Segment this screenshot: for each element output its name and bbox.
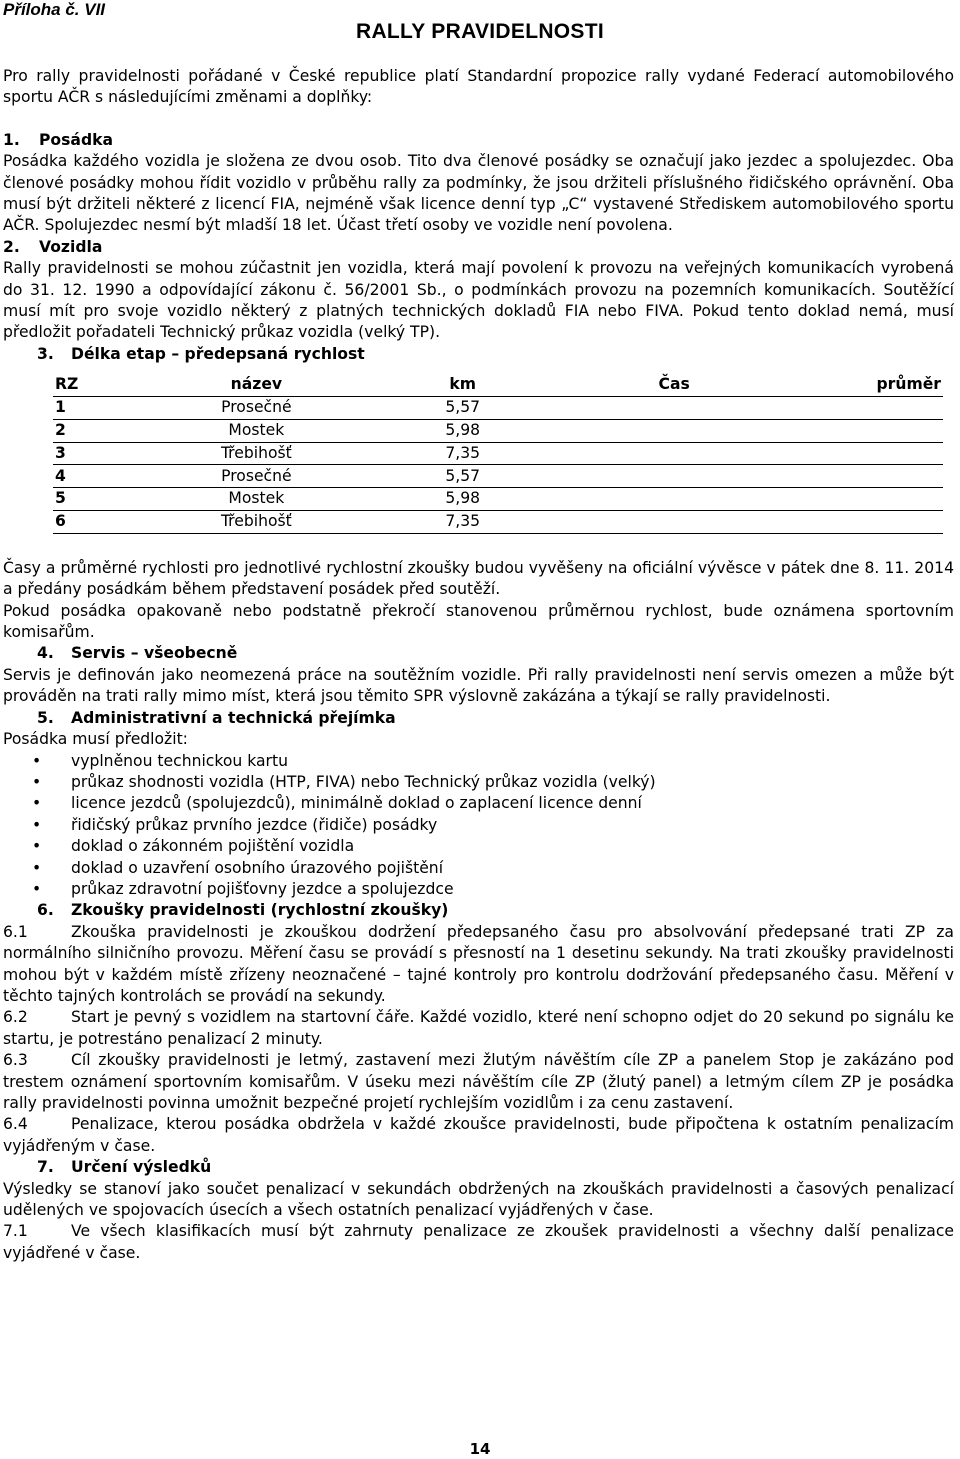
cell-time xyxy=(579,465,770,488)
section-4-number: 4. xyxy=(37,644,54,663)
section-1-number: 1. xyxy=(3,130,20,149)
section-1-title: Posádka xyxy=(39,130,114,149)
section-6-heading xyxy=(3,900,954,921)
section-1-text: Posádka každého vozidla je složena ze dvou osob. Tito dva členové posádky se označují jako jezdec a spolujezdec. Oba členové posádky mohou řídit vozidlo v průběhu rally za podmínky, že jsou držiteli příslušného řidičského oprávnění. Oba musí být držiteli některé z licencí FIA, nejméně však licence denní typ „C“ vystavené Střediskem automobilového sportu AČR. Spolujezdec nesmí být mladší 18 let. Účast třetí osoby ve vozidle není povolena. xyxy=(3,152,954,235)
section-1-heading xyxy=(3,130,954,151)
table-row xyxy=(53,465,943,488)
cell-km: 5,98 xyxy=(347,419,579,442)
page-title: RALLY PRAVIDELNOSTI xyxy=(355,20,604,43)
cell-name: Třebihošť xyxy=(166,442,347,465)
subsection-6-4 xyxy=(3,1114,954,1157)
list-item: • doklad o uzavření osobního úrazového pojištění xyxy=(3,858,954,879)
cell-time xyxy=(579,397,770,420)
penalty-notice-paragraph: Pokud posádka opakovaně nebo podstatně překročí stanovenou průměrnou rychlost, bude oznámena sportovním komisařům. xyxy=(3,601,954,642)
cell-rz: 2 xyxy=(53,419,166,442)
section-5-title: Administrativní a technická přejímka xyxy=(71,708,396,727)
cell-rz: 1 xyxy=(53,397,166,420)
section-5-heading xyxy=(3,708,954,729)
stage-table xyxy=(53,374,943,534)
list-item: • vyplněnou technickou kartu xyxy=(3,751,954,772)
col-header-name: název xyxy=(166,374,347,396)
subsection-text: Penalizace, kterou posádka obdržela v každé zkoušce pravidelnosti, bude připočtena k ostatním penalizacím vyjádřeným v čase. xyxy=(3,1115,954,1155)
subsection-number: 6.2 xyxy=(3,1008,28,1027)
section-7-number: 7. xyxy=(37,1158,54,1177)
cell-km: 7,35 xyxy=(347,442,579,465)
subsection-number: 6.3 xyxy=(3,1051,28,1070)
section-2-title: Vozidla xyxy=(39,237,103,256)
annex-label: Příloha č. VII xyxy=(3,0,106,19)
table-row xyxy=(53,511,943,534)
cell-time xyxy=(579,419,770,442)
table-row xyxy=(53,419,943,442)
section-3-title: Délka etap – předepsaná rychlost xyxy=(71,344,365,363)
list-item: • doklad o zákonném pojištění vozidla xyxy=(3,836,954,857)
section-7-title: Určení výsledků xyxy=(71,1158,212,1177)
subsection-number: 6.4 xyxy=(3,1115,28,1134)
cell-average xyxy=(770,511,943,534)
section-5-lead: Posádka musí předložit: xyxy=(3,730,188,749)
subsection-6-1 xyxy=(3,922,954,1008)
subsection-number: 6.1 xyxy=(3,922,28,941)
subsection-7-1 xyxy=(3,1221,954,1264)
cell-name: Prosečné xyxy=(166,465,347,488)
stage-table-header-row xyxy=(53,374,943,396)
cell-km: 7,35 xyxy=(347,511,579,534)
cell-average xyxy=(770,465,943,488)
cell-rz: 3 xyxy=(53,442,166,465)
section-6-number: 6. xyxy=(37,901,54,920)
col-header-km: km xyxy=(347,374,579,396)
cell-rz: 4 xyxy=(53,465,166,488)
cell-average xyxy=(770,488,943,511)
subsection-text: Start je pevný s vozidlem na startovní čáře. Každé vozidlo, které není schopno odjet do 20 sekund po signálu ke startu, je potrestáno penalizací 2 minuty. xyxy=(3,1008,954,1048)
cell-km: 5,98 xyxy=(347,488,579,511)
section-4-title: Servis – všeobecně xyxy=(71,644,238,663)
section-3-heading xyxy=(3,344,954,365)
subsection-text: Cíl zkoušky pravidelnosti je letmý, zastavení mezi žlutým návěštím cíle ZP a panelem Stop je zakázáno pod trestem oznámení sportovním komisařům. V úseku mezi návěštím cíle ZP (žlutý panel) a letmým cílem ZP je posádka rally pravidelnosti povinna umožnit bezpečné projetí rychlejším vozidlům i za cenu zastavení. xyxy=(3,1051,954,1113)
cell-average xyxy=(770,419,943,442)
col-header-average: průměr xyxy=(770,374,943,396)
cell-rz: 6 xyxy=(53,511,166,534)
section-2-heading xyxy=(3,237,954,258)
section-2-number: 2. xyxy=(3,237,20,256)
section-5-number: 5. xyxy=(37,708,54,727)
table-row xyxy=(53,488,943,511)
cell-time xyxy=(579,442,770,465)
cell-average xyxy=(770,442,943,465)
cell-time xyxy=(579,511,770,534)
section-2-text: Rally pravidelnosti se mohou zúčastnit jen vozidla, která mají povolení k provozu na veřejných komunikacích vyrobená do 31. 12. 1990 a odpovídající zákonu č. 56/2001 Sb., o podmínkách provozu na pozemních komunikacích. Soutěžící musí mít pro svoje vozidlo některý z platných technických dokladů FIA nebo FIVA. Pokud tento doklad nemá, musí předložit pořadateli Technický průkaz vozidla (velký TP). xyxy=(3,259,954,342)
table-row xyxy=(53,397,943,420)
document-body xyxy=(3,66,954,1264)
section-4-heading xyxy=(3,643,954,664)
col-header-rz: RZ xyxy=(53,374,166,396)
cell-km: 5,57 xyxy=(347,397,579,420)
cell-name: Mostek xyxy=(166,488,347,511)
list-item: • licence jezdců (spolujezdců), minimálně doklad o zaplacení licence denní xyxy=(3,793,954,814)
schedule-paragraph: Časy a průměrné rychlosti pro jednotlivé rychlostní zkoušky budou vyvěšeny na oficiální vývěsce v pátek dne 8. 11. 2014 a předány posádkám během představení posádek před soutěží. xyxy=(3,558,954,599)
subsection-number: 7.1 xyxy=(3,1222,28,1241)
subsection-text: Zkouška pravidelnosti je zkouškou dodržení předepsaného času pro absolvování předepsané trati ZP za normálního silničního provozu. Měření času se provádí s přesností na 1 desetinu sekundy. Na trati zkoušky pravidelnosti mohou být v každém místě zřízeny neoznačené – tajné kontroly pro kontrolu dodržování předepsaného času. Měření v těchto tajných kontrolách se provádí na sekundy. xyxy=(3,922,954,1005)
documents-list xyxy=(3,751,954,901)
subsection-text: Ve všech klasifikacích musí být zahrnuty penalizace ze zkoušek pravidelnosti a všechny další penalizace vyjádřené v čase. xyxy=(3,1222,954,1262)
cell-name: Mostek xyxy=(166,419,347,442)
cell-name: Třebihošť xyxy=(166,511,347,534)
section-3-number: 3. xyxy=(37,344,54,363)
table-row xyxy=(53,442,943,465)
section-6-title: Zkoušky pravidelnosti (rychlostní zkoušky) xyxy=(71,901,449,920)
list-item: • průkaz shodnosti vozidla (HTP, FIVA) nebo Technický průkaz vozidla (velký) xyxy=(3,772,954,793)
cell-rz: 5 xyxy=(53,488,166,511)
subsection-6-2 xyxy=(3,1007,954,1050)
section-7-text: Výsledky se stanoví jako součet penalizací v sekundách obdržených na zkouškách pravidelnosti a časových penalizací udělených ve spojovacích úsecích a všech ostatních penalizací vyjádřených v čase. xyxy=(3,1179,954,1220)
list-item: • řidičský průkaz prvního jezdce (řidiče) posádky xyxy=(3,815,954,836)
intro-paragraph: Pro rally pravidelnosti pořádané v České republice platí Standardní propozice rally vydané Federací automobilového sportu AČR s následujícími změnami a doplňky: xyxy=(3,67,954,107)
page-number: 14 xyxy=(469,1440,491,1458)
cell-km: 5,57 xyxy=(347,465,579,488)
cell-average xyxy=(770,397,943,420)
list-item: • průkaz zdravotní pojišťovny jezdce a spolujezdce xyxy=(3,879,954,900)
section-4-text: Servis je definován jako neomezená práce na soutěžním vozidle. Při rally pravidelnosti není servis omezen a může být prováděn na trati rally mimo míst, která jsou těmito SPR výslovně zakázána a týkají se rally pravidelnosti. xyxy=(3,665,954,706)
cell-time xyxy=(579,488,770,511)
cell-name: Prosečné xyxy=(166,397,347,420)
col-header-time: Čas xyxy=(579,374,770,396)
section-7-heading xyxy=(3,1157,954,1178)
subsection-6-3 xyxy=(3,1050,954,1114)
